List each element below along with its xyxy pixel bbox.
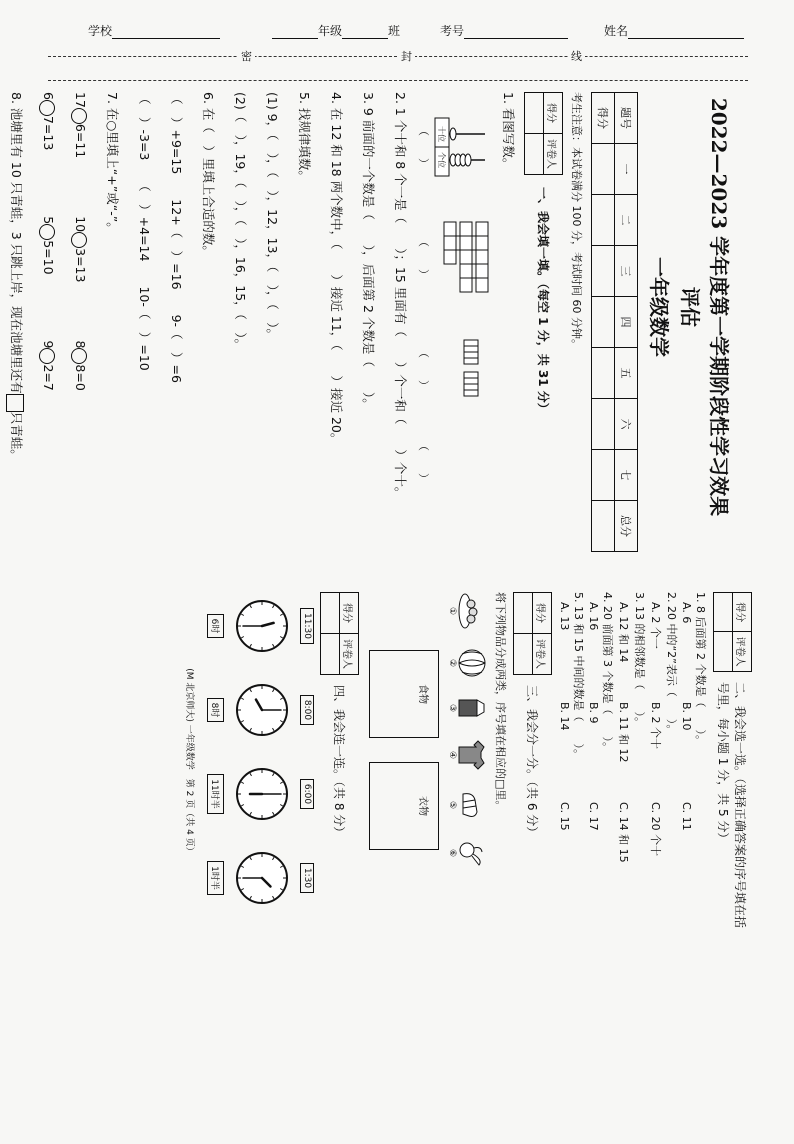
time-label[interactable]: 6时: [207, 614, 224, 639]
exam-header: [0, 0, 794, 90]
time-label[interactable]: 11时半: [207, 774, 224, 813]
question-6: 6. 在（ ）里填上合适的数。: [201, 92, 216, 258]
score-table: 题号 一 二 三 四 五 六 七 总分 得分: [591, 92, 638, 552]
clock-column: [207, 850, 314, 906]
question-7-row-2: 67=13 55=10 92=7: [41, 92, 56, 391]
time-label[interactable]: 6:00: [300, 779, 314, 809]
operator-circle[interactable]: [72, 232, 88, 248]
operator-circle[interactable]: [72, 348, 88, 364]
answer-box[interactable]: [7, 394, 25, 412]
grade-field[interactable]: 年级 班: [272, 22, 400, 39]
question-5: 5. 找规律填数。: [297, 92, 312, 183]
question-2: 2. 1 个十和 8 个一是（ ）；15 里面有（ ）个一和（ ）个十。: [393, 92, 408, 500]
question-8: 8. 池塘里有 10 只青蛙，3 只跳上岸，现在池塘里还有只青蛙。: [0, 92, 32, 522]
operator-circle[interactable]: [72, 108, 88, 124]
sort-boxes: [369, 592, 439, 932]
candy-plate-icon: [457, 592, 483, 630]
mc-question: 3. 13 的相邻数是（ ）。 A. 12 和 14 B. 11 和 12 C. 14 和 15: [617, 592, 646, 863]
question-6-row-2: （ ）-3=3 （ ）+4=14 10-（ ）=10: [137, 92, 152, 371]
question-7-row-1: 176=11 103=13 88=0: [73, 92, 88, 391]
sort-item: ①: [447, 592, 483, 630]
mc-question: 1. 8 后面第 2 个数是（ ）。 A. 6 B. 10 C. 11: [680, 592, 707, 831]
watermelon-icon: [457, 648, 487, 678]
stick-bundles-icon: [436, 334, 492, 404]
section-4-heading: 四、我会连一连。（共 8 分）: [332, 685, 346, 839]
exam-number-field[interactable]: 考号: [440, 22, 568, 39]
clock-column: [207, 766, 314, 822]
clock-icon[interactable]: [234, 850, 290, 906]
seal-line-lower: [48, 80, 748, 81]
clock-icon[interactable]: [234, 682, 290, 738]
clothes-box[interactable]: 衣物: [369, 762, 439, 850]
glove-icon: [457, 790, 483, 820]
clock-matching-row: [207, 598, 314, 932]
mc-question: 5. 13 和 15 中间的数是（ ）。 A. 13 B. 14 C. 15: [558, 592, 585, 831]
clock-column: [207, 598, 314, 654]
question-5-1: (1) 9，（ ），（ ），12，13，（ ），（ ）。: [265, 92, 280, 341]
operator-circle[interactable]: [40, 100, 56, 116]
clock-icon[interactable]: [234, 598, 290, 654]
clock-icon[interactable]: [234, 766, 290, 822]
sort-item: ⑥: [447, 838, 485, 868]
grader-table: 得分 评卷人: [524, 92, 563, 175]
time-label[interactable]: 11:30: [300, 608, 314, 644]
mc-question: 4. 20 前面第 3 个数是（ ）。 A. 16 B. 9 C. 17: [587, 592, 614, 831]
seal-char: 密: [238, 48, 255, 64]
question-1: 1. 看图写数。: [501, 92, 516, 171]
section-2-heading: 二、我会选一选。（选择正确答案的序号填在括号里，每小题 1 分，共 5 分）: [716, 681, 748, 928]
time-label[interactable]: 8时: [207, 698, 224, 723]
exam-title: 2022—2023 学年度第一学期阶段性学习效果评估: [678, 97, 731, 517]
exam-page-2: [52, 592, 752, 932]
shirt-icon: [457, 738, 487, 772]
sort-instruction: 将下列物品分成两类，序号填在相应的□里。: [494, 592, 507, 812]
time-label[interactable]: 1时半: [207, 861, 224, 895]
sort-item: ③: [447, 696, 487, 720]
question-3: 3. 9 前面的一个数是（ ），后面第 2 个数是（ ）。: [361, 92, 376, 411]
sort-items-row: [447, 592, 487, 932]
multiple-choice-list: [558, 592, 709, 932]
operator-circle[interactable]: [40, 224, 56, 240]
food-box[interactable]: 食物: [369, 650, 439, 738]
section-3-heading: 三、我会分一分。（共 6 分）: [525, 685, 539, 839]
sort-item: ②: [447, 648, 487, 678]
figure-row: 十位 个位 （ ） （ ） （ ） （ ）: [416, 112, 492, 522]
operator-circle[interactable]: [40, 348, 56, 364]
sort-item: ④: [447, 738, 487, 772]
seal-char: 封: [398, 48, 415, 64]
grader-table: 得分 评卷人: [513, 592, 552, 675]
seal-char: 线: [568, 48, 585, 64]
exam-page-1: [9, 92, 735, 537]
section-1-heading: 一、我会填一填。（每空 1 分，共 31 分）: [536, 187, 550, 415]
grader-table: 得分 评卷人: [320, 592, 359, 675]
clock-column: [207, 682, 314, 738]
exam-notice: 考生注意：本试卷满分 100 分，考试时间 60 分钟。: [570, 92, 583, 350]
school-field[interactable]: 学校: [88, 22, 220, 39]
grader-table: 得分 评卷人: [713, 592, 752, 672]
question-6-row-1: （ ）+9=15 12+（ ）=16 9-（ ）=6: [169, 92, 184, 383]
question-5-2: (2)（ ），19，（ ），（ ），16，15，（ ）。: [233, 92, 248, 352]
subject-title: 一年级数学: [647, 257, 671, 357]
mc-question: 2. 20 中的“2”表示（ ）。 A. 2 个一 B. 2 个十 C. 20 个十: [649, 592, 678, 857]
question-4: 4. 在 12 和 18 两个数中，（ ）接近 11，（ ）接近 20。: [329, 92, 344, 446]
name-field[interactable]: 姓名: [604, 22, 744, 39]
cube-blocks-icon: [436, 218, 492, 298]
question-7: 7. 在○里填上“+”或“-”。: [105, 92, 120, 235]
time-label[interactable]: 8:00: [300, 695, 314, 725]
sort-item: ⑤: [447, 790, 483, 820]
time-label[interactable]: 1:30: [300, 863, 314, 893]
page-footer: (M 北京师大) 一年级数学 第 2 页（共 4 页）: [184, 668, 194, 856]
milk-carton-icon: [457, 696, 487, 720]
vegetable-icon: [457, 838, 485, 868]
